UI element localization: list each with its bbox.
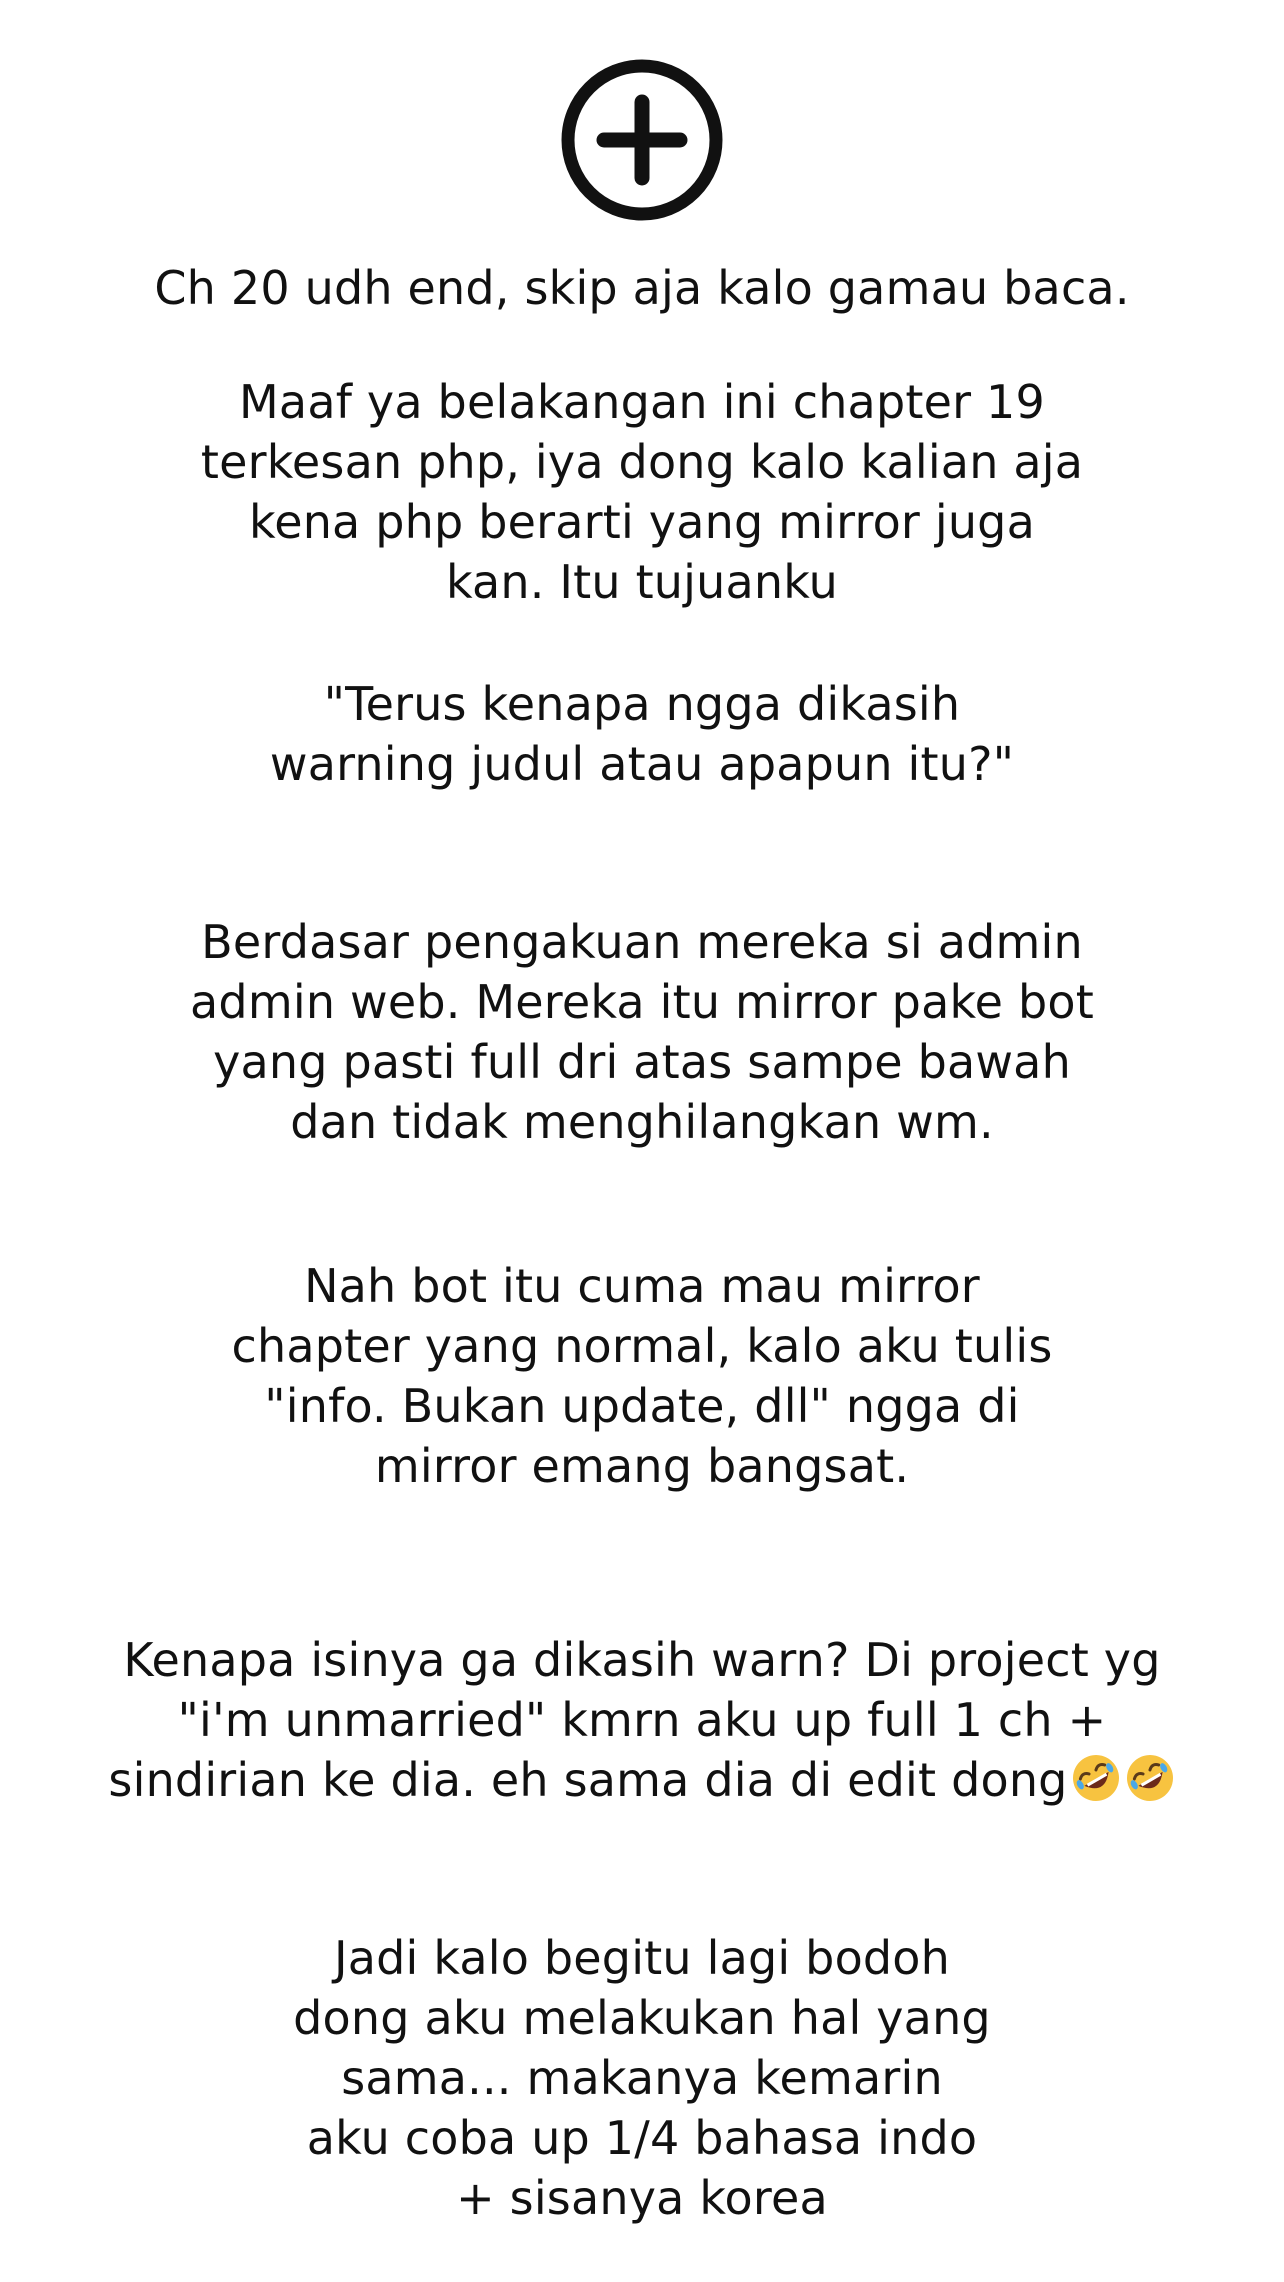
text-line: Berdasar pengakuan mereka si admin bbox=[201, 915, 1083, 969]
plus-circle-icon[interactable] bbox=[559, 57, 725, 223]
text-line: Jadi kalo begitu lagi bodoh bbox=[333, 1931, 951, 1985]
rolling-on-floor-laughing-emoji bbox=[1124, 1752, 1176, 1804]
paragraph-6 bbox=[0, 1630, 1284, 1810]
paragraph-4 bbox=[0, 912, 1284, 1152]
text-line: mirror emang bangsat. bbox=[374, 1439, 910, 1493]
text-line: Nah bot itu cuma mau mirror bbox=[304, 1259, 980, 1313]
paragraph-5 bbox=[0, 1256, 1284, 1496]
text-line: kan. Itu tujuanku bbox=[445, 555, 839, 609]
text-line: sama... makanya kemarin bbox=[341, 2051, 943, 2105]
paragraph-1 bbox=[0, 258, 1284, 318]
text-line: kena php berarti yang mirror juga bbox=[249, 495, 1035, 549]
text-line: Ch 20 udh end, skip aja kalo gamau baca. bbox=[154, 261, 1130, 315]
text-line: yang pasti full dri atas sampe bawah bbox=[213, 1035, 1071, 1089]
paragraph-7 bbox=[0, 1928, 1284, 2228]
text-line-with-emoji bbox=[0, 1750, 1284, 1810]
text-line: dan tidak menghilangkan wm. bbox=[290, 1095, 994, 1149]
text-line: chapter yang normal, kalo aku tulis bbox=[231, 1319, 1053, 1373]
text-line: aku coba up 1/4 bahasa indo bbox=[306, 2111, 978, 2165]
text-line: warning judul atau apapun itu?" bbox=[269, 737, 1015, 791]
text-line: + sisanya korea bbox=[456, 2171, 828, 2225]
text-fragment: sindirian ke dia. eh sama dia di edit dong bbox=[108, 1753, 1068, 1807]
text-line: admin web. Mereka itu mirror pake bot bbox=[190, 975, 1094, 1029]
text-line: terkesan php, iya dong kalo kalian aja bbox=[200, 435, 1084, 489]
text-line: "info. Bukan update, dll" ngga di bbox=[264, 1379, 1020, 1433]
text-line: Kenapa isinya ga dikasih warn? Di project yg bbox=[123, 1633, 1161, 1687]
paragraph-3 bbox=[0, 674, 1284, 794]
text-line: Maaf ya belakangan ini chapter 19 bbox=[239, 375, 1045, 429]
text-line: "Terus kenapa ngga dikasih bbox=[323, 677, 961, 731]
text-line: dong aku melakukan hal yang bbox=[293, 1991, 991, 2045]
text-line: "i'm unmarried" kmrn aku up full 1 ch + bbox=[177, 1693, 1107, 1747]
paragraph-2 bbox=[0, 372, 1284, 612]
rolling-on-floor-laughing-emoji bbox=[1070, 1752, 1122, 1804]
